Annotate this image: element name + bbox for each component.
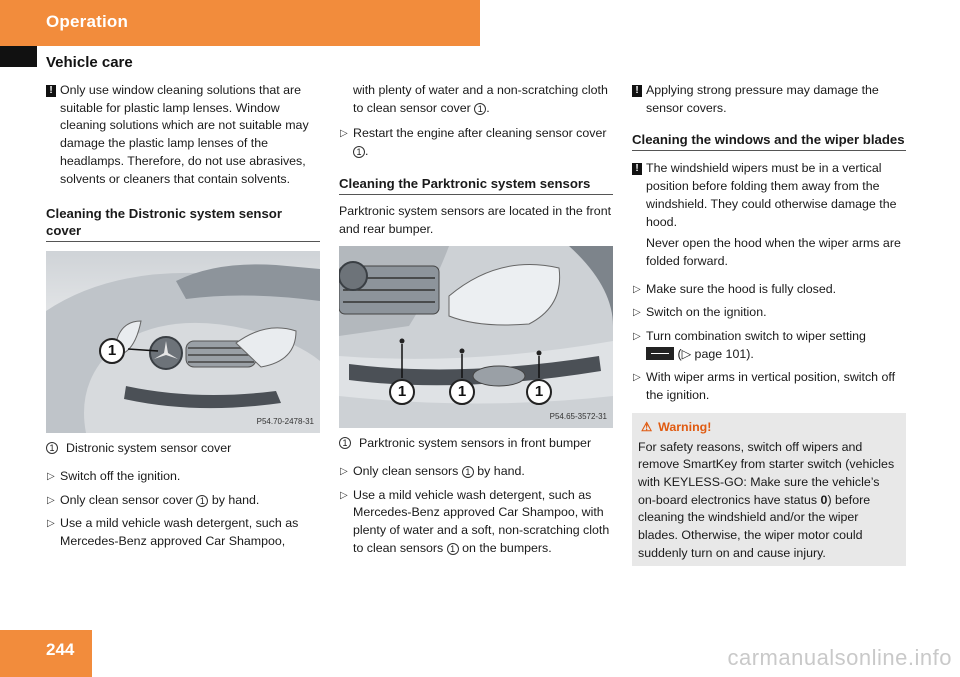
- caption-text: Parktronic system sensors in front bumper: [359, 436, 592, 451]
- section-heading-windows: Cleaning the windows and the wiper blades: [632, 131, 906, 151]
- note-text: The windshield wipers must be in a vertical position before folding them away from the windshield. They could otherwise damage the hood.: [646, 161, 897, 229]
- page-number: 244: [46, 640, 75, 659]
- section-heading-distronic: Cleaning the Distronic system sensor cover: [46, 205, 320, 242]
- step-text: Only clean sensor cover: [60, 492, 193, 507]
- arrow-icon: ▷: [633, 372, 641, 384]
- warning-title: [638, 419, 898, 437]
- section-title: Operation: [46, 12, 129, 31]
- instruction-step: [339, 463, 613, 481]
- caption-number: 1: [46, 442, 58, 454]
- callout-1: 1: [526, 379, 552, 405]
- caution-note: [632, 160, 906, 270]
- step-text: Only clean sensors: [353, 463, 459, 478]
- warning-triangle-icon: ⚠: [641, 419, 653, 434]
- reference-number: 1: [353, 146, 365, 158]
- column-2: [339, 82, 613, 563]
- arrow-icon: ▷: [47, 518, 55, 530]
- column-3: [632, 82, 906, 566]
- image-caption: [46, 440, 320, 458]
- distronic-sensor-photo: [46, 251, 320, 433]
- reference-number: 1: [462, 466, 474, 478]
- warning-text: [638, 439, 898, 563]
- caution-icon: !: [632, 163, 642, 175]
- column-1: [46, 82, 320, 557]
- arrow-icon: ▷: [47, 494, 55, 506]
- watermark: carmanualsonline.info: [727, 645, 952, 670]
- step-text: Make sure the hood is fully closed.: [646, 281, 837, 296]
- instruction-step: ▷ Restart the engine after cleaning sensor cover 1 .: [340, 126, 607, 159]
- step-text: on the bumpers.: [462, 540, 552, 555]
- page-subtitle: Vehicle care: [46, 54, 133, 71]
- caption-number: 1: [339, 437, 351, 449]
- step-text: Use a mild vehicle wash detergent, such as Mercedes-Benz approved Car Shampoo, with plenty of water and a soft, non-scratching cloth to clean sensors: [353, 487, 610, 555]
- text-fragment: For safety reasons, switch off wipers and remove SmartKey from starter switch (vehicles with KEYLESS-GO: Make sure the vehicle’s on-board electronics have status: [638, 439, 895, 507]
- instruction-step: [339, 487, 613, 558]
- instruction-step: [632, 281, 906, 299]
- note-text: Never open the hood when the wiper arms are folded forward.: [646, 236, 901, 268]
- page-reference: (▷ page 101).: [677, 346, 754, 361]
- caution-icon: !: [632, 85, 642, 97]
- instruction-step: [46, 515, 320, 550]
- step-text: Turn combination switch to wiper setting: [646, 329, 866, 344]
- reference-number: 1: [447, 543, 459, 555]
- bumper-illustration: [339, 246, 613, 428]
- step-text: Restart the engine after cleaning sensor cover: [353, 126, 607, 141]
- intro-text: Parktronic system sensors are located in the front and rear bumper.: [339, 203, 612, 236]
- wiper-setting-icon: [646, 347, 674, 360]
- step-text: by hand.: [477, 463, 525, 478]
- instruction-step: [632, 304, 906, 322]
- step-text: by hand.: [211, 492, 260, 507]
- caution-note: [46, 82, 320, 188]
- callout-1: 1: [449, 379, 475, 405]
- status-value: 0: [820, 492, 828, 507]
- instruction-step: [632, 369, 906, 404]
- instruction-step: [632, 328, 906, 363]
- text-fragment: ) before cleaning the windshield and/or the wiper blades. Otherwise, the wiper motor could suddenly turn on and cause injury.: [638, 492, 871, 560]
- step-text: Use a mild vehicle wash detergent, such as Mercedes-Benz approved Car Shampoo,: [60, 516, 299, 549]
- instruction-step: [46, 468, 320, 486]
- arrow-icon: ▷: [633, 283, 641, 295]
- arrow-icon: ▷: [633, 331, 641, 343]
- step-text: With wiper arms in vertical position, switch off the ignition.: [646, 370, 896, 403]
- reference-number: 1: [474, 103, 486, 115]
- step-text: Switch off the ignition.: [60, 468, 181, 483]
- note-text: Applying strong pressure may damage the sensor covers.: [646, 83, 879, 115]
- image-reference-code: P54.65-3572-31: [549, 411, 607, 421]
- callout-1: 1: [389, 379, 415, 405]
- arrow-icon: ▷: [47, 470, 55, 482]
- caution-note: [632, 82, 906, 117]
- image-reference-code: P54.70-2478-31: [256, 416, 314, 426]
- note-text: Only use window cleaning solutions that are suitable for plastic lamp lenses. Window cleaning solutions which are not suitable may damage the plastic lamp lenses of the headlamps. Therefore, do not use abrasives, solvents or cleaners that contain solvents.: [60, 83, 309, 186]
- step-text: Switch on the ignition.: [646, 305, 767, 320]
- callout-1: 1: [99, 338, 125, 364]
- car-front-illustration: [46, 251, 320, 433]
- warning-label: Warning!: [658, 419, 712, 434]
- text-fragment: with plenty of water and a non-scratching cloth to clean sensor cover: [353, 83, 608, 115]
- arrow-icon: ▷: [340, 128, 348, 140]
- caption-text: Distronic system sensor cover: [66, 441, 232, 456]
- parktronic-sensor-photo: [339, 246, 613, 428]
- image-caption: [339, 435, 613, 453]
- warning-box: [632, 413, 906, 567]
- arrow-icon: ▷: [340, 465, 348, 477]
- continued-text: with plenty of water and a non-scratching cloth to clean sensor cover 1 .: [353, 83, 608, 115]
- caution-icon: !: [46, 85, 56, 97]
- arrow-icon: ▷: [633, 307, 641, 319]
- header-tab-marker: [0, 46, 37, 67]
- reference-number: 1: [196, 495, 208, 507]
- section-heading-parktronic: Cleaning the Parktronic system sensors: [339, 175, 613, 195]
- instruction-step: [46, 492, 320, 510]
- arrow-icon: ▷: [340, 489, 348, 501]
